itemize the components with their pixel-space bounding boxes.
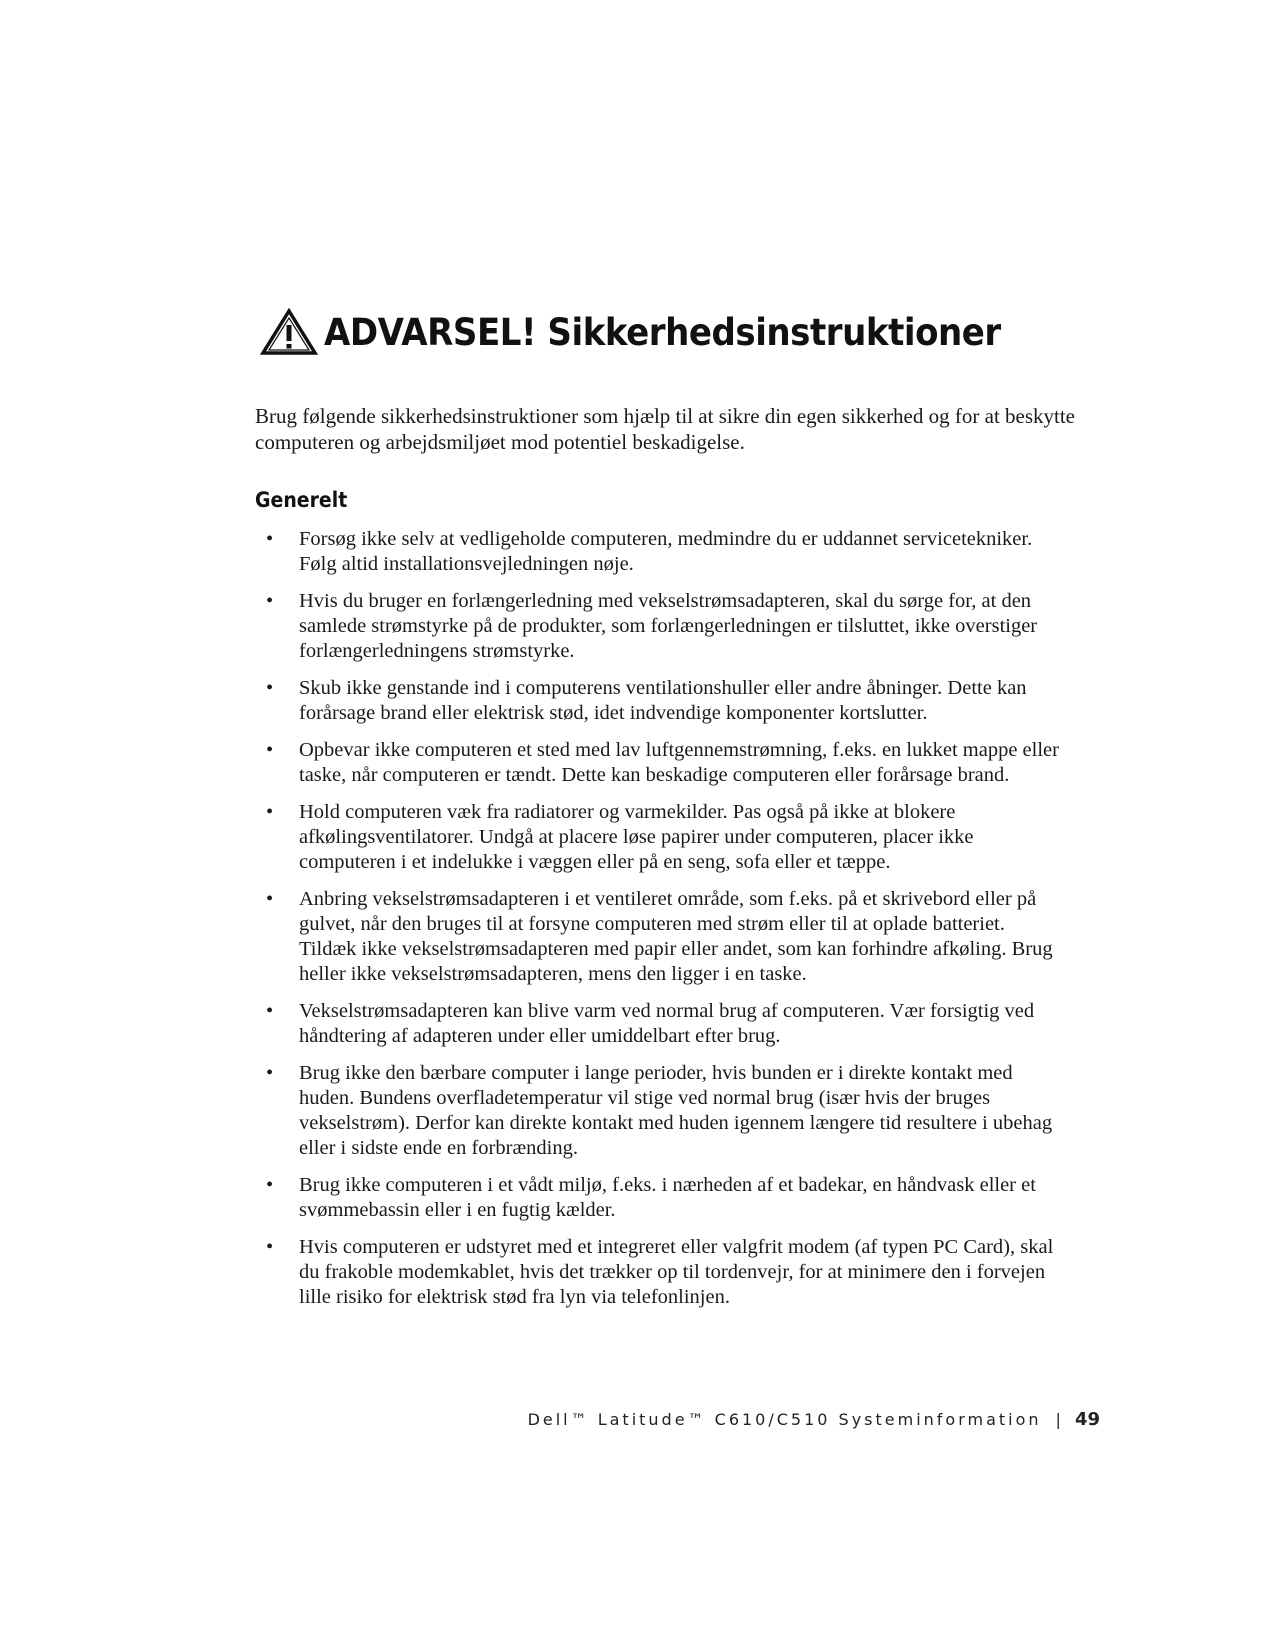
footer-title: Dell™ Latitude™ C610/C510 Systeminformation [527,1410,1042,1429]
safety-instructions-list [255,527,1065,1322]
page-footer [528,1409,1100,1430]
bullet-icon: • [266,590,274,612]
list-item-text: Brug ikke den bærbare computer i lange perioder, hvis bunden er i direkte kontakt med huden. Bundens overfladetemperatur vil stige ved normal brug (især hvis der bruges vekselstrøm). Derfor kan direkte kontakt med huden igennem længere tid resultere i ubehag eller i sidste ende en forbrænding. [299,1062,1053,1159]
list-item-text: Anbring vekselstrømsadapteren i et ventileret område, som f.eks. på et skrivebord eller på gulvet, når den bruges til at forsyne computeren med strøm eller til at oplade batteriet. Tildæk ikke vekselstrømsadapteren med papir eller andet, som kan forhindre afkøling. Brug heller ikke vekselstrømsadapteren, mens den ligger i en taske. [299,888,1053,985]
list-item [255,999,1065,1049]
list-item-text: Hold computeren væk fra radiatorer og varmekilder. Pas også på ikke at blokere afkølingsventilatorer. Undgå at placere løse papirer under computeren, placer ikke computeren i et indelukke i væggen eller på en seng, sofa eller et tæppe. [299,801,974,873]
intro-paragraph: Brug følgende sikkerhedsinstruktioner som hjælp til at sikre din egen sikkerhed og for at beskytte computeren og arbejdsmiljøet mod potentiel beskadigelse. [255,404,1076,454]
list-item-text: Brug ikke computeren i et vådt miljø, f.eks. i nærheden af et badekar, en håndvask eller et svømmebassin eller i en fugtig kælder. [299,1174,1036,1221]
bullet-icon: • [266,1000,274,1022]
list-item [255,527,1065,577]
bullet-icon: • [266,677,274,699]
list-item [255,1235,1065,1310]
list-item-text: Forsøg ikke selv at vedligeholde computeren, medmindre du er uddannet servicetekniker. Følg altid installationsvejledningen nøje. [299,528,1033,575]
list-item-text: Skub ikke genstande ind i computerens ventilationshuller eller andre åbninger. Dette kan forårsage brand eller elektrisk stød, idet indvendige komponenter kortslutter. [299,677,1027,724]
page-title: ADVARSEL! Sikkerhedsinstruktioner [324,310,1001,354]
list-item-text: Vekselstrømsadapteren kan blive varm ved normal brug af computeren. Vær forsigtig ved håndtering af adapteren under eller umiddelbart efter brug. [299,1000,1035,1047]
bullet-icon: • [266,801,274,823]
list-item [255,738,1065,788]
warning-triangle-icon [260,308,318,356]
page-number: 49 [1074,1409,1100,1430]
section-title: Generelt [255,488,348,512]
footer-separator: | [1055,1410,1061,1429]
bullet-icon: • [266,1236,274,1258]
list-item [255,589,1065,664]
list-item-text: Hvis du bruger en forlængerledning med vekselstrømsadapteren, skal du sørge for, at den samlede strømstyrke på de produkter, som forlængerledningen er tilsluttet, ikke overstiger forlængerledningens strømstyrke. [299,590,1038,662]
list-item [255,1173,1065,1223]
bullet-icon: • [266,888,274,910]
bullet-icon: • [266,1062,274,1084]
list-item-text: Hvis computeren er udstyret med et integreret eller valgfrit modem (af typen PC Card), skal du frakoble modemkablet, hvis det trækker op til tordenvejr, for at minimere den i forvejen lille risiko for elektrisk stød fra lyn via telefonlinjen. [299,1236,1054,1308]
list-item [255,800,1065,875]
bullet-icon: • [266,528,274,550]
list-item [255,887,1065,987]
bullet-icon: • [266,1174,274,1196]
bullet-icon: • [266,739,274,761]
list-item-text: Opbevar ikke computeren et sted med lav luftgennemstrømning, f.eks. en lukket mappe eller taske, når computeren er tændt. Dette kan beskadige computeren eller forårsage brand. [299,739,1059,786]
list-item [255,1061,1065,1161]
page-heading [260,308,1060,356]
list-item [255,676,1065,726]
